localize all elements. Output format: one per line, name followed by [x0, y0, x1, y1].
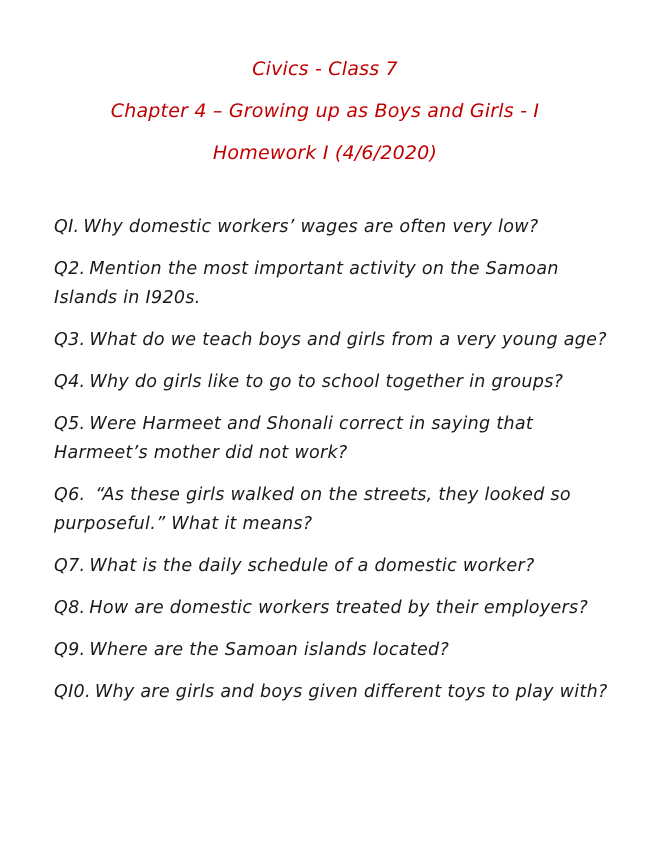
question-text: How are domestic workers treated by their employers?: [89, 598, 589, 618]
question-text: What do we teach boys and girls from a very young age?: [89, 330, 607, 350]
question-text: “As these girls walked on the streets, they looked so purposeful.” What it means?: [54, 485, 571, 534]
question-item: [54, 481, 614, 539]
question-item: [54, 326, 614, 355]
question-item: [54, 368, 614, 397]
question-item: [54, 552, 614, 581]
question-number: QI0.: [54, 682, 91, 702]
question-item: [54, 636, 614, 665]
question-text: Why are girls and boys given different toys to play with?: [94, 682, 608, 702]
question-number: QI.: [54, 217, 80, 237]
question-list: [54, 213, 614, 720]
question-text: Where are the Samoan islands located?: [89, 640, 450, 660]
question-number: Q3.: [54, 330, 86, 350]
question-text: What is the daily schedule of a domestic worker?: [89, 556, 535, 576]
question-number: Q5.: [54, 414, 86, 434]
question-number: Q8.: [54, 598, 86, 618]
question-number: Q6.: [54, 485, 86, 505]
question-number: Q7.: [54, 556, 86, 576]
question-text: Mention the most important activity on the Samoan Islands in I920s.: [54, 259, 559, 308]
chapter-title: Chapter 4 – Growing up as Boys and Girls - I: [110, 100, 540, 122]
question-item: [54, 213, 614, 242]
question-number: Q2.: [54, 259, 86, 279]
question-number: Q4.: [54, 372, 86, 392]
question-item: [54, 255, 614, 313]
question-text: Why domestic workers’ wages are often very low?: [83, 217, 539, 237]
question-item: [54, 410, 614, 468]
question-item: [54, 594, 614, 623]
question-text: Were Harmeet and Shonali correct in saying that Harmeet’s mother did not work?: [54, 414, 534, 463]
question-number: Q9.: [54, 640, 86, 660]
subject-title: Civics - Class 7: [252, 58, 398, 80]
question-item: [54, 678, 614, 707]
question-text: Why do girls like to go to school together in groups?: [89, 372, 564, 392]
homework-title: Homework I (4/6/2020): [212, 142, 438, 164]
